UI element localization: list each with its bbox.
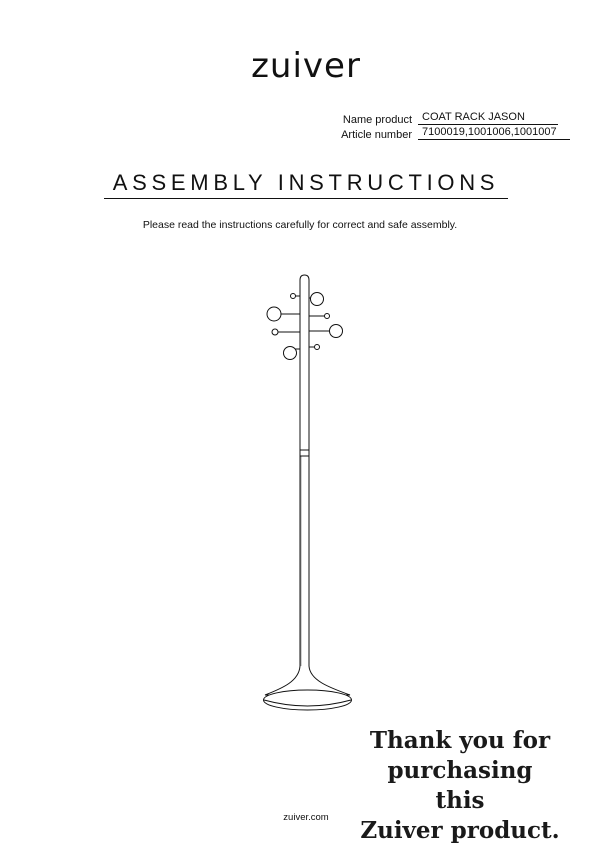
coat-rack-icon: [255, 268, 360, 724]
website-link[interactable]: zuiver.com: [283, 812, 329, 823]
article-number-underline: [418, 139, 570, 140]
brand-logo: [0, 46, 612, 86]
brand-logo-text: zuiver: [251, 46, 361, 86]
thank-you-line-3: Zuiver product.: [360, 817, 560, 844]
thank-you-line-2: purchasing this: [387, 757, 533, 814]
safety-note: Please read the instructions carefully for correct and safe assembly.: [142, 219, 458, 231]
article-number-label: Article number: [341, 129, 412, 141]
thank-you-message: [360, 726, 560, 846]
article-number-value: 7100019,1001006,1001007: [422, 126, 557, 138]
name-product-label: Name product: [342, 114, 412, 126]
thank-you-line-1: Thank you for: [369, 727, 551, 754]
name-product-value: COAT RACK JASON: [422, 111, 525, 123]
page-title: ASSEMBLY INSTRUCTIONS: [112, 170, 500, 195]
name-product-underline: [418, 124, 558, 125]
title-rule: [104, 198, 508, 199]
